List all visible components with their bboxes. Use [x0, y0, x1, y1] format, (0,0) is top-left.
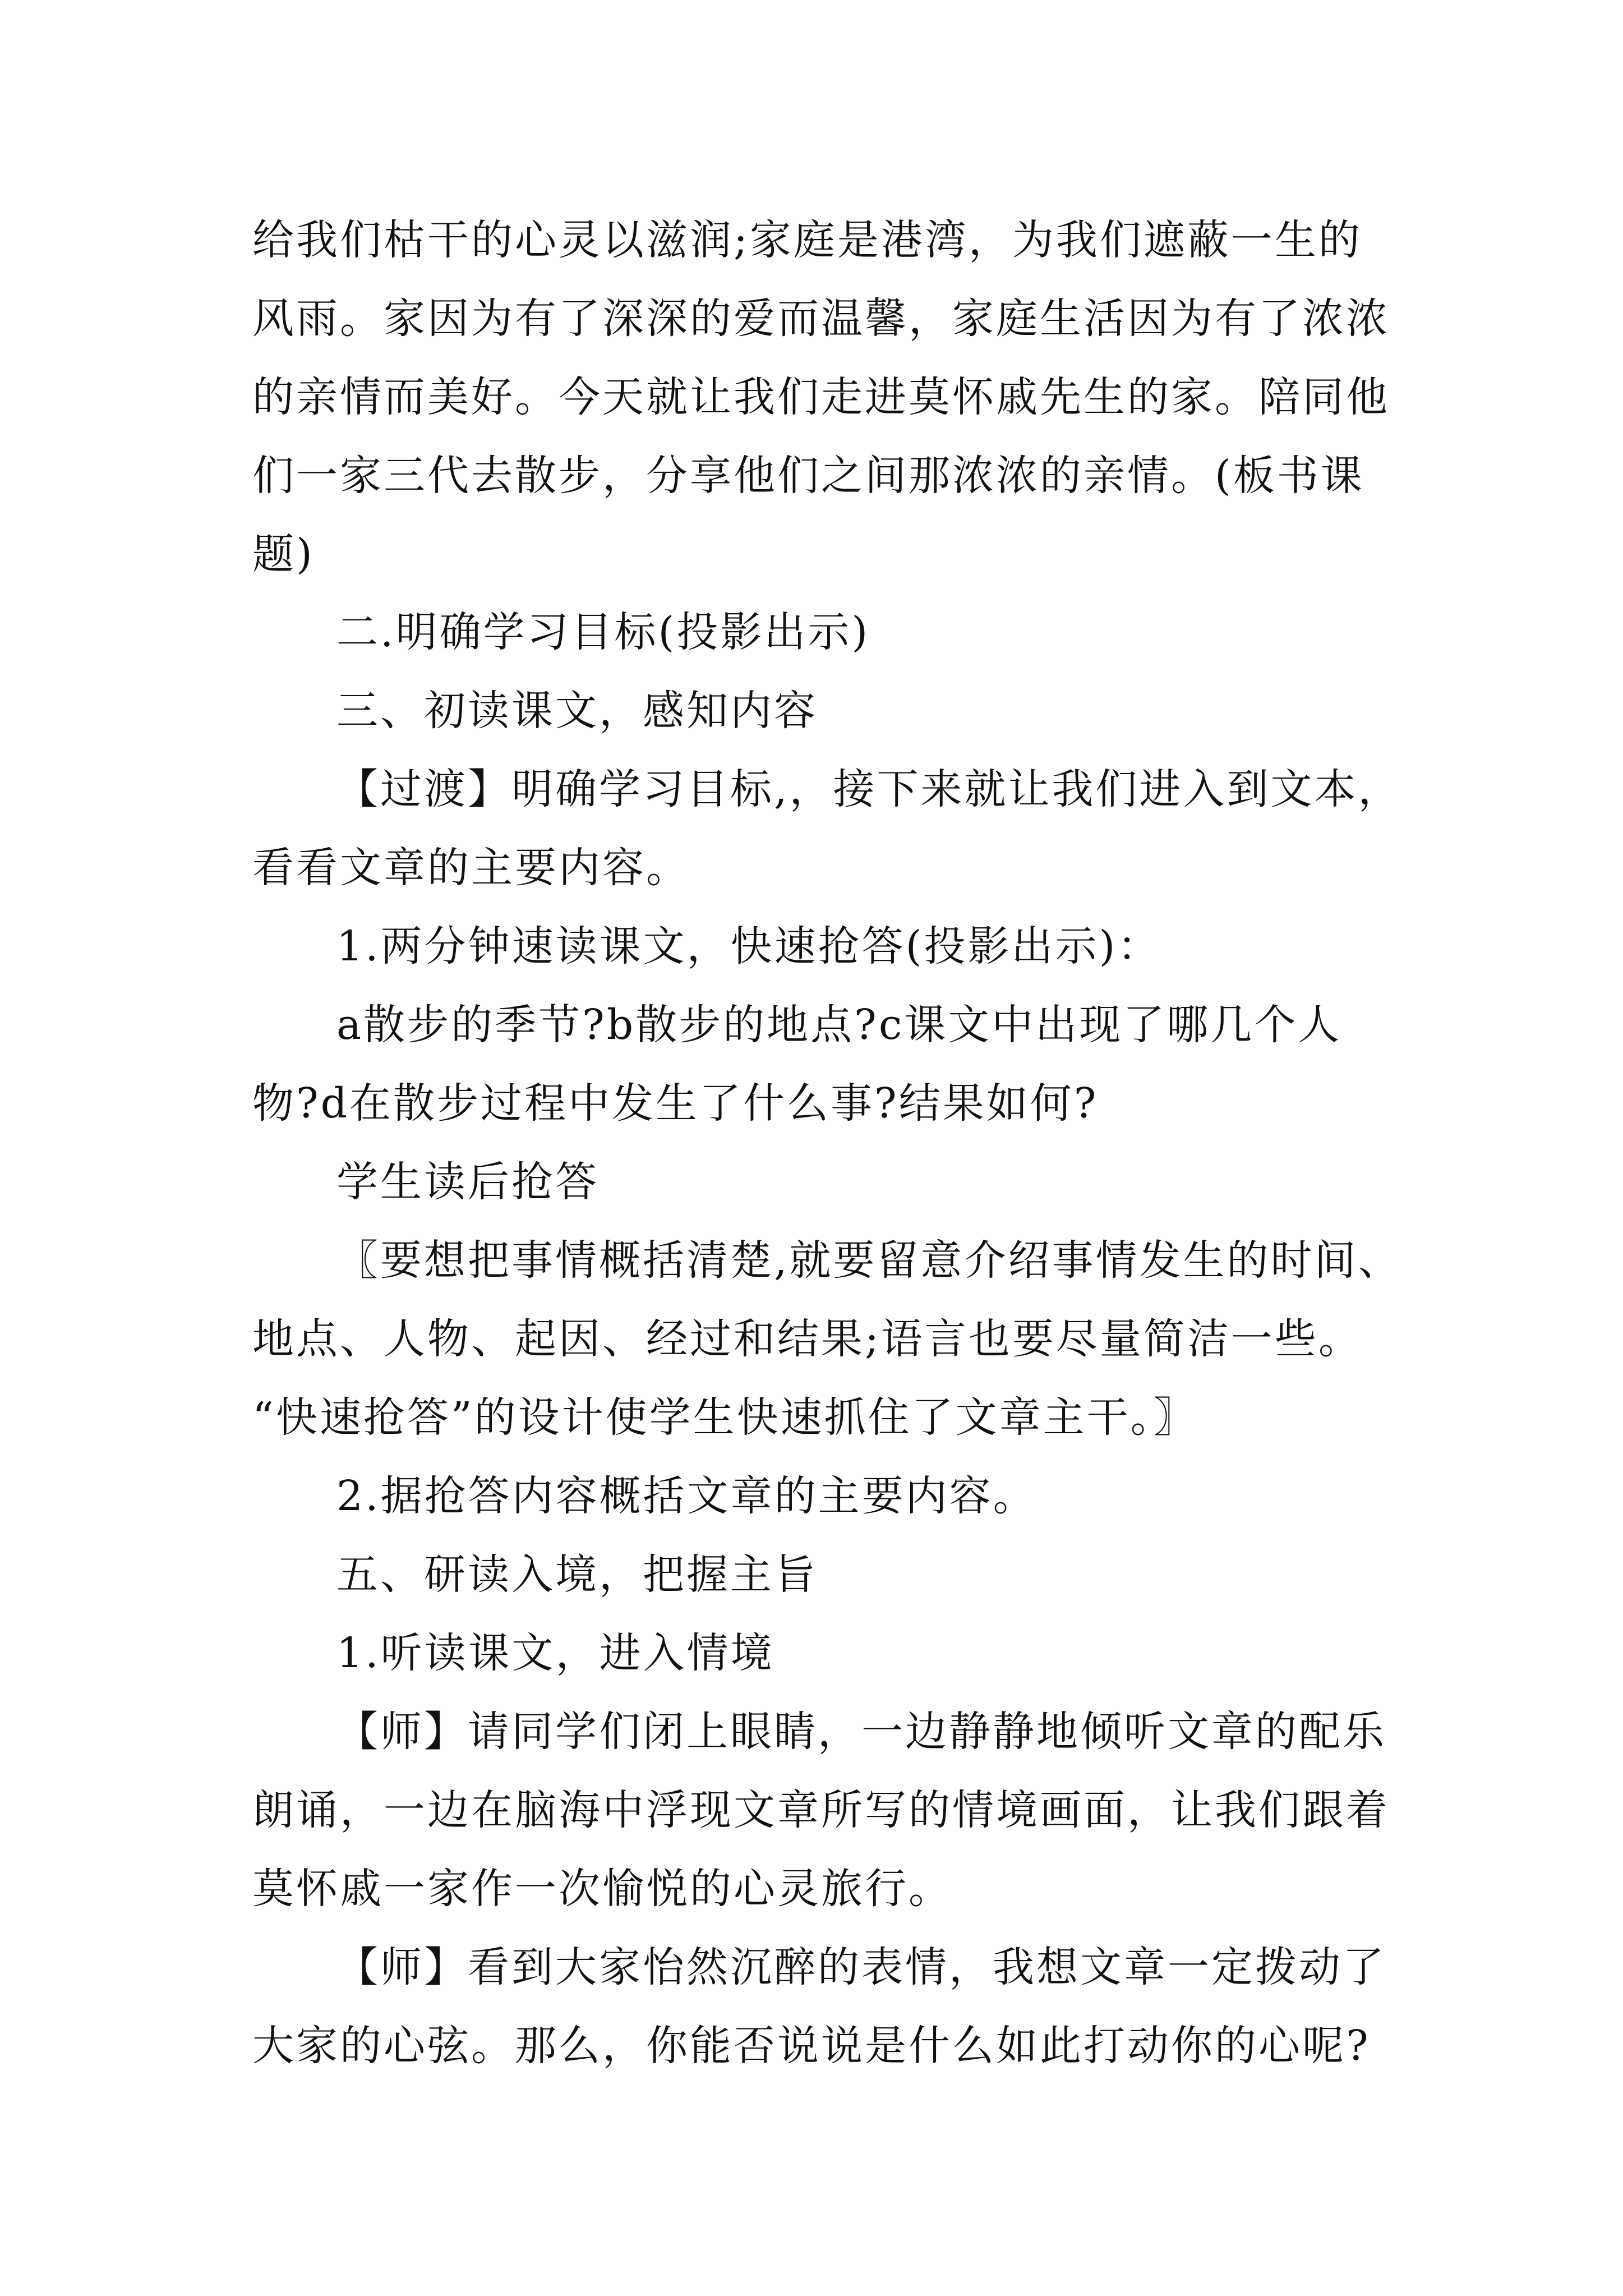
text-line: 【过渡】明确学习目标,，接下来就让我们进入到文本， — [336, 765, 1402, 813]
text-line: 大家的心弦。那么，你能否说说是什么如此打动你的心呢? — [252, 2022, 1371, 2070]
text-line: 朗诵，一边在脑海中浮现文章所写的情境画面，让我们跟着 — [252, 1786, 1390, 1834]
text-line: 学生读后抢答 — [336, 1158, 599, 1206]
text-line: 2.据抢答内容概括文章的主要内容。 — [336, 1472, 1037, 1520]
text-line: 莫怀戚一家作一次愉悦的心灵旅行。 — [252, 1865, 952, 1913]
text-line: 地点、人物、起因、经过和结果;语言也要尽量简洁一些。 — [252, 1315, 1362, 1363]
section-heading: 三、初读课文，感知内容 — [336, 687, 818, 735]
text-line: 们一家三代去散步，分享他们之间那浓浓的亲情。(板书课 — [252, 452, 1364, 500]
text-line: 1.听读课文，进入情境 — [336, 1629, 774, 1677]
section-heading: 五、研读入境，把握主旨 — [336, 1550, 818, 1599]
section-heading: 二.明确学习目标(投影出示) — [336, 608, 870, 656]
text-line: 物?d在散步过程中发生了什么事?结果如何? — [252, 1079, 1099, 1128]
text-line: 〖要想把事情概括清楚,就要留意介绍事情发生的时间、 — [336, 1236, 1402, 1285]
text-line: 看看文章的主要内容。 — [252, 844, 690, 892]
text-line: 的亲情而美好。今天就让我们走进莫怀戚先生的家。陪同他 — [252, 373, 1390, 421]
text-line: 给我们枯干的心灵以滋润;家庭是港湾，为我们遮蔽一生的 — [252, 216, 1362, 264]
text-line: 【师】请同学们闭上眼睛，一边静静地倾听文章的配乐 — [336, 1708, 1386, 1756]
text-line: 1.两分钟速读课文，快速抢答(投影出示)： — [336, 922, 1161, 970]
text-line: “快速抢答”的设计使学生快速抓住了文章主干。〗 — [252, 1393, 1197, 1442]
text-line: 【师】看到大家怡然沉醉的表情，我想文章一定拨动了 — [336, 1943, 1386, 1991]
text-line: 风雨。家因为有了深深的爱而温馨，家庭生活因为有了浓浓 — [252, 295, 1390, 343]
text-line: a散步的季节?b散步的地点?c课文中出现了哪几个人 — [336, 1001, 1342, 1049]
text-line: 题) — [252, 530, 315, 578]
